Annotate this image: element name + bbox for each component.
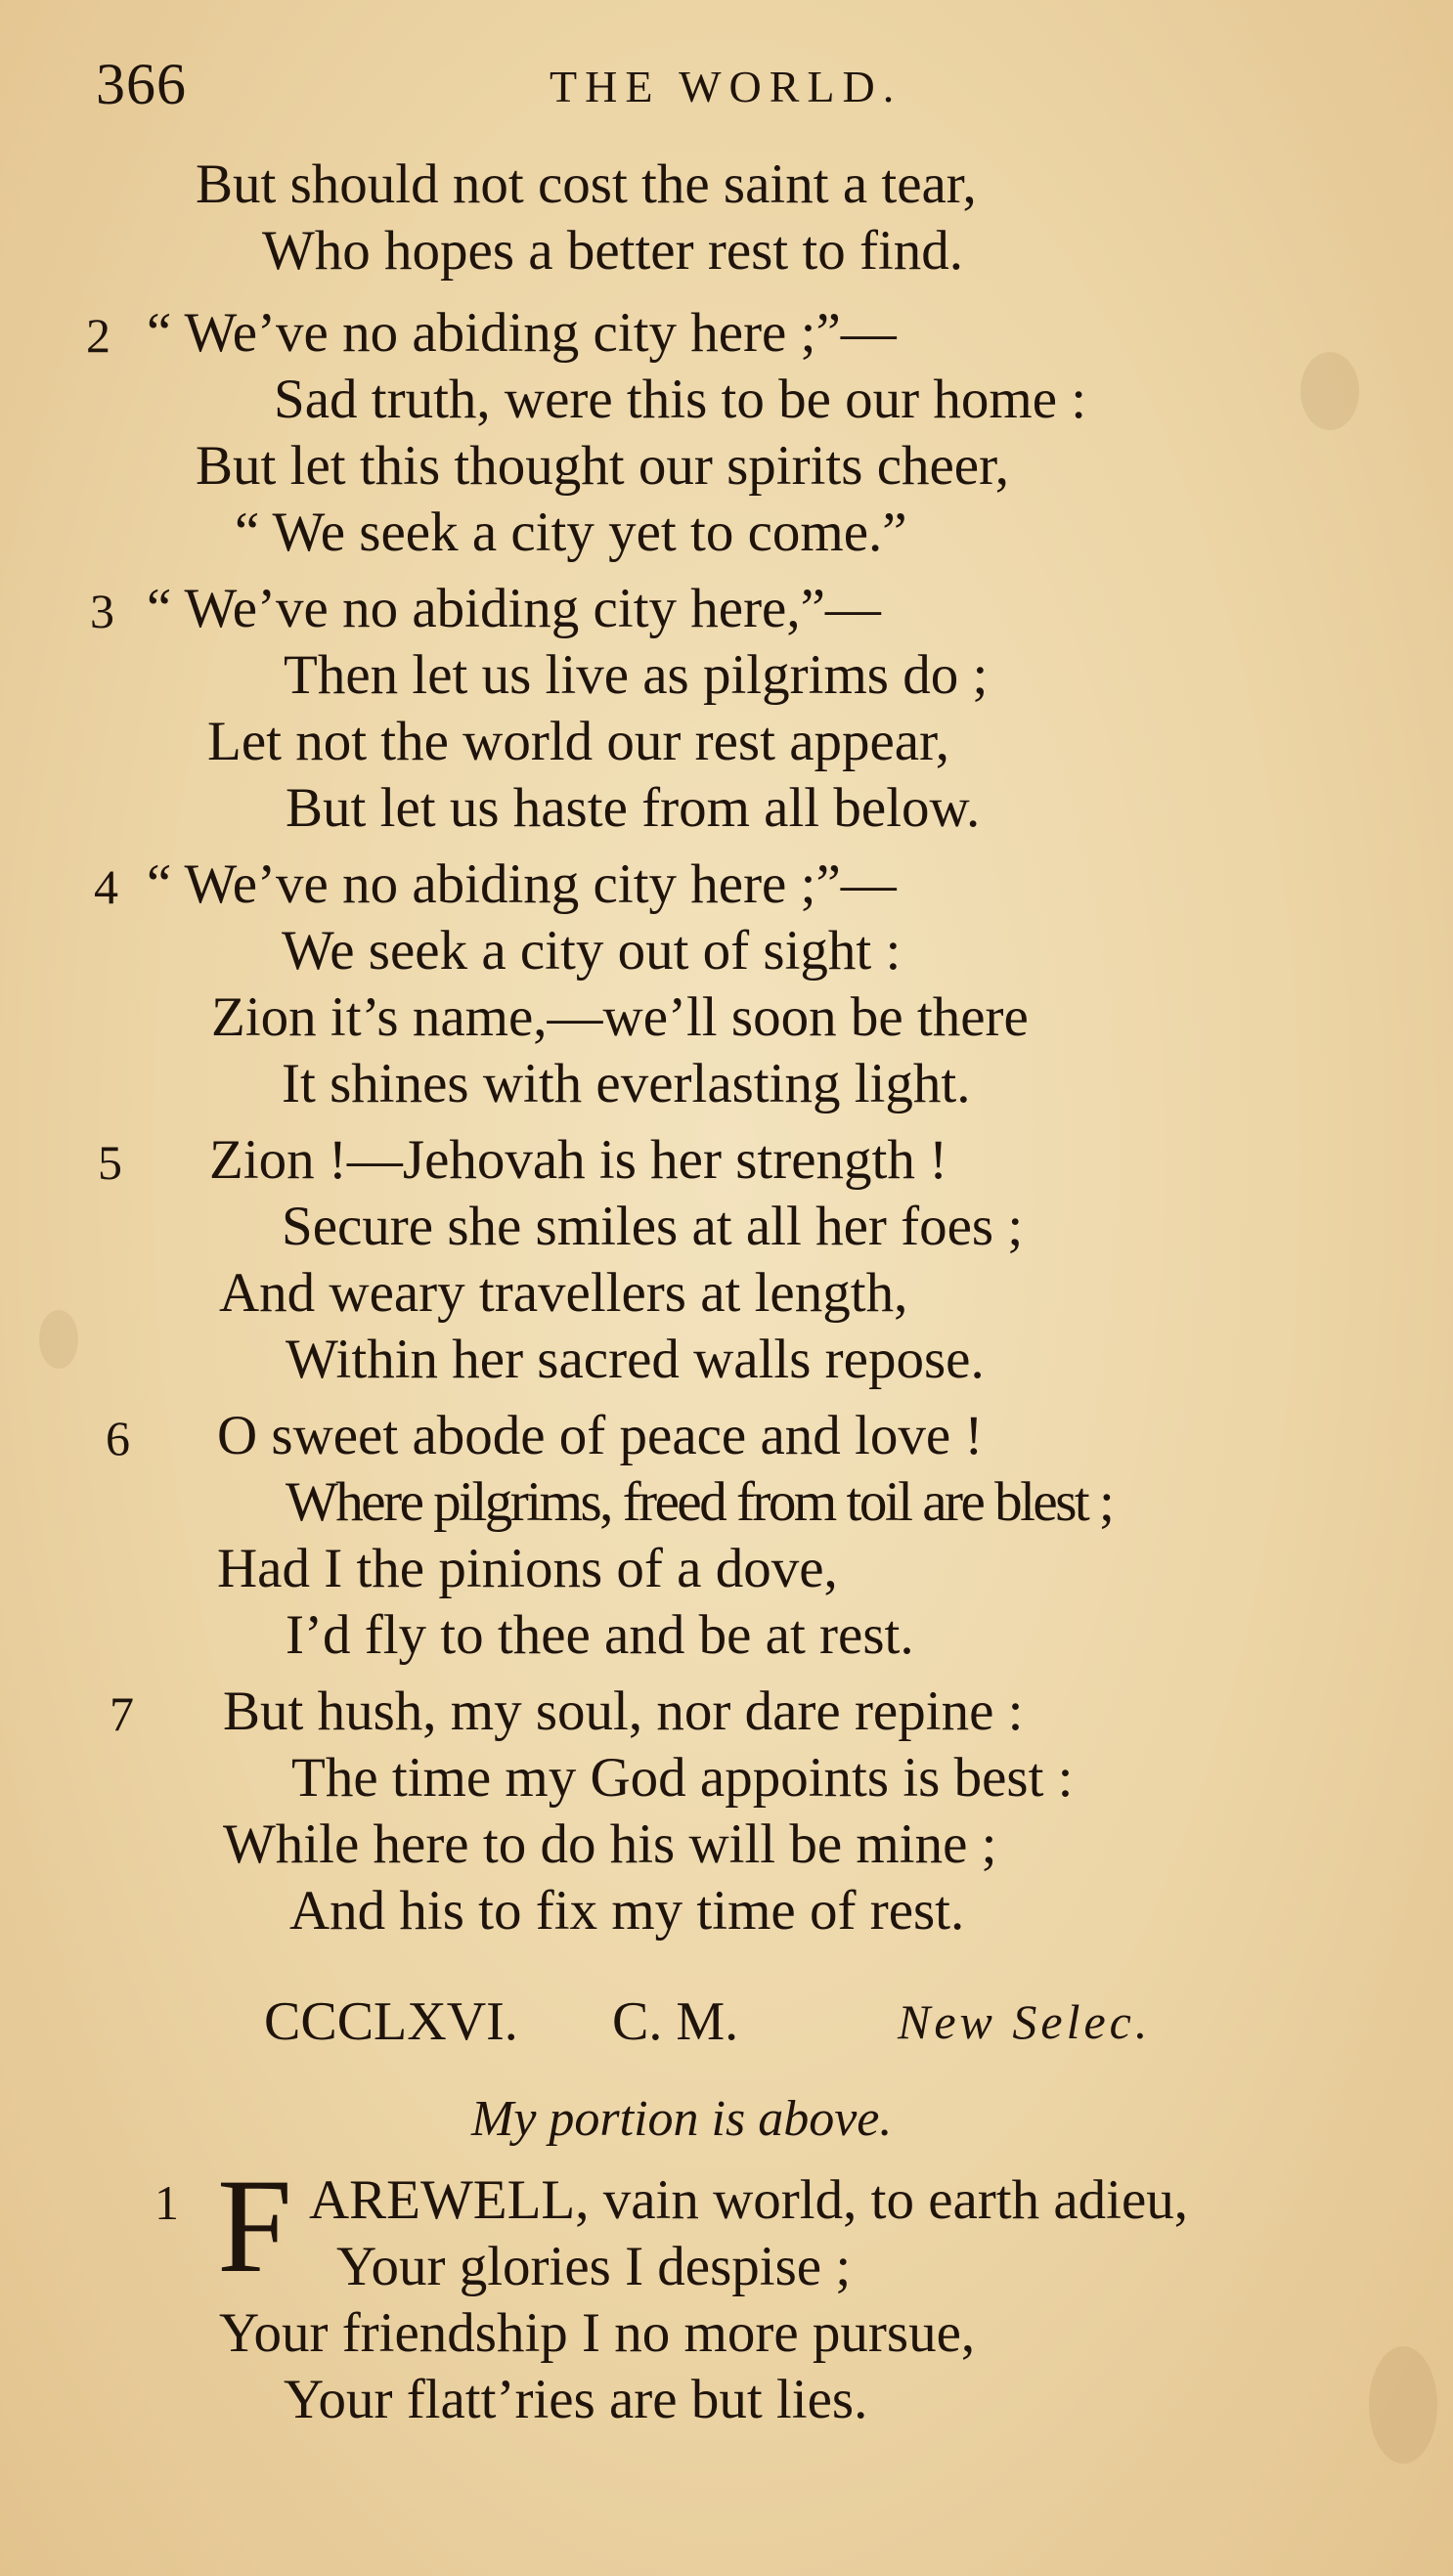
- paper-stain: [1300, 352, 1359, 430]
- verse-line: “ We’ve no abiding city here ;”—: [147, 302, 897, 364]
- verse-line: Where pilgrims, freed from toil are blest ;: [286, 1471, 1113, 1533]
- hymn-subtitle: My portion is above.: [471, 2091, 893, 2147]
- verse-line: O sweet abode of peace and love !: [217, 1405, 984, 1466]
- verse-line: “ We’ve no abiding city here,”—: [147, 578, 881, 639]
- hymn-source: New Selec.: [898, 1994, 1152, 2049]
- verse-line: Had I the pinions of a dove,: [217, 1538, 838, 1599]
- stanza-number: 2: [86, 308, 110, 363]
- verse-line: We seek a city out of sight :: [282, 920, 902, 982]
- verse-line: The time my God appoints is best :: [291, 1747, 1074, 1809]
- hymn-meter: C. M.: [612, 1991, 739, 2052]
- page-number: 366: [96, 52, 187, 116]
- verse-line: It shines with everlasting light.: [282, 1053, 971, 1114]
- paper-stain: [1369, 2346, 1437, 2464]
- verse-line: Who hopes a better rest to find.: [262, 220, 964, 282]
- stanza-number: 1: [154, 2175, 179, 2230]
- verse-line: But let us haste from all below.: [286, 777, 981, 839]
- verse-line: Zion !—Jehovah is her strength !: [209, 1129, 948, 1191]
- verse-line: Then let us live as pilgrims do ;: [284, 644, 989, 706]
- verse-line: But should not cost the saint a tear,: [196, 153, 977, 215]
- verse-line: While here to do his will be mine ;: [223, 1813, 997, 1875]
- verse-line: And weary travellers at length,: [219, 1262, 908, 1324]
- paper-stain: [39, 1310, 78, 1369]
- stanza-number: 4: [94, 859, 118, 914]
- verse-line: AREWELL, vain world, to earth adieu,: [309, 2169, 1189, 2231]
- verse-line: And his to fix my time of rest.: [289, 1880, 965, 1942]
- stanza-number: 5: [98, 1135, 122, 1190]
- hymn-number-heading: CCCLXVI.: [264, 1991, 518, 2052]
- verse-line: But let this thought our spirits cheer,: [196, 435, 1010, 497]
- running-title: THE WORLD.: [550, 62, 903, 111]
- stanza-number: 6: [106, 1411, 130, 1465]
- stanza-number: 7: [110, 1686, 134, 1741]
- verse-line: “ We’ve no abiding city here ;”—: [147, 853, 897, 915]
- verse-line: Zion it’s name,—we’ll soon be there: [211, 986, 1029, 1048]
- verse-line: “ We seek a city yet to come.”: [235, 502, 907, 563]
- verse-line: Your glories I despise ;: [336, 2236, 852, 2297]
- verse-line: Your flatt’ries are but lies.: [284, 2369, 868, 2430]
- verse-line: I’d fly to thee and be at rest.: [286, 1604, 914, 1666]
- verse-line: But hush, my soul, nor dare repine :: [223, 1681, 1024, 1742]
- verse-line: Let not the world our rest appear,: [207, 711, 950, 772]
- drop-cap: F: [217, 2151, 292, 2300]
- stanza-number: 3: [90, 584, 114, 638]
- verse-line: Sad truth, were this to be our home :: [274, 369, 1087, 430]
- verse-line: Secure she smiles at all her foes ;: [282, 1196, 1024, 1257]
- verse-line: Within her sacred walls repose.: [286, 1329, 985, 1390]
- verse-line: Your friendship I no more pursue,: [219, 2302, 976, 2364]
